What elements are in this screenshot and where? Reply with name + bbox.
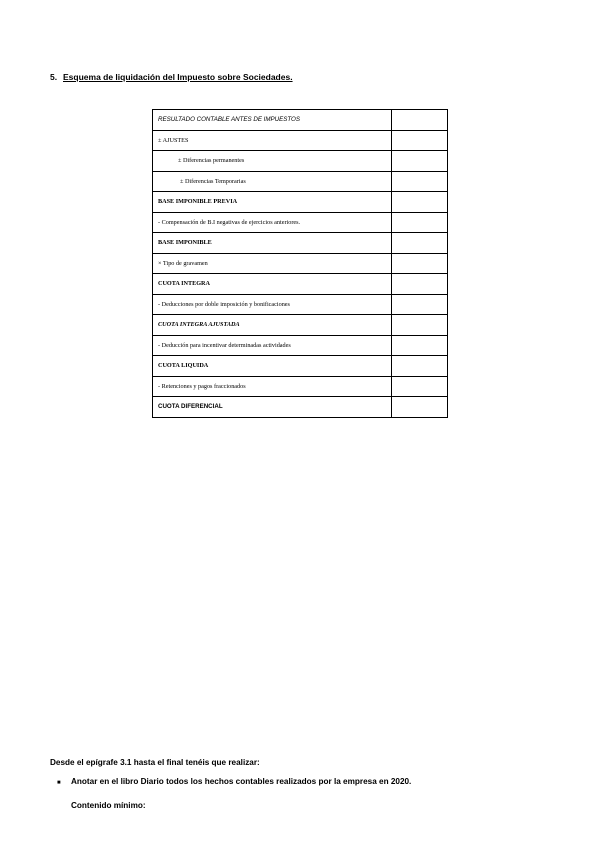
tax-liquidation-table [152, 109, 448, 418]
row-value-retenciones [392, 376, 448, 397]
table-row [153, 253, 448, 274]
row-value-base-imponible-previa [392, 192, 448, 213]
table-row [153, 397, 448, 418]
row-label-base-imponible: BASE IMPONIBLE [153, 233, 392, 254]
row-label-cuota-integra: CUOTA INTEGRA [153, 274, 392, 295]
table-row [153, 151, 448, 172]
row-label-ajustes: ± AJUSTES [153, 130, 392, 151]
row-value-deduccion-incentivar [392, 335, 448, 356]
bullet-text: Anotar en el libro Diario todos los hechos contables realizados por la empresa en 2020. [71, 777, 412, 786]
table-row [153, 192, 448, 213]
row-label-deducciones-doble-imposicion: - Deducciones por doble imposición y bonificaciones [153, 294, 392, 315]
row-value-cuota-integra-ajustada [392, 315, 448, 336]
row-value-cuota-integra [392, 274, 448, 295]
row-label-diferencias-permanentes: ± Diferencias permanentes [153, 151, 392, 172]
footer-heading: Desde el epígrafe 3.1 hasta el final tenéis que realizar: [50, 758, 260, 767]
contenido-minimo-heading: Contenido mínimo: [71, 801, 146, 810]
row-label-deduccion-incentivar: - Deducción para incentivar determinadas actividades [153, 335, 392, 356]
table-row [153, 335, 448, 356]
table-row [153, 130, 448, 151]
table-row [153, 233, 448, 254]
row-value-deducciones-doble-imposicion [392, 294, 448, 315]
row-value-compensacion [392, 212, 448, 233]
row-value-cuota-liquida [392, 356, 448, 377]
row-label-diferencias-temporarias: ± Diferencias Temporarias [153, 171, 392, 192]
row-value-diferencias-temporarias [392, 171, 448, 192]
row-label-tipo-gravamen: × Tipo de gravamen [153, 253, 392, 274]
row-value-cuota-diferencial [392, 397, 448, 418]
table-row [153, 171, 448, 192]
table-row [153, 110, 448, 131]
row-label-resultado-contable: RESULTADO CONTABLE ANTES DE IMPUESTOS [153, 110, 392, 131]
table-row [153, 356, 448, 377]
bullet-item [57, 777, 411, 786]
row-label-cuota-diferencial: CUOTA DIFERENCIAL [153, 397, 392, 418]
row-label-compensacion: - Compensación de B.I negativas de ejercicios anteriores. [153, 212, 392, 233]
row-label-retenciones: - Retenciones y pagos fraccionados [153, 376, 392, 397]
square-bullet-icon: ■ [57, 780, 61, 786]
row-label-cuota-integra-ajustada: CUOTA INTEGRA AJUSTADA [153, 315, 392, 336]
row-label-base-imponible-previa: BASE IMPONIBLE PREVIA [153, 192, 392, 213]
section-number: 5. [50, 72, 58, 82]
row-label-cuota-liquida: CUOTA LIQUIDA [153, 356, 392, 377]
table-row [153, 274, 448, 295]
row-value-tipo-gravamen [392, 253, 448, 274]
section-title-text: Esquema de liquidación del Impuesto sobre Sociedades. [63, 72, 293, 82]
table-row [153, 212, 448, 233]
table-row [153, 376, 448, 397]
table-row [153, 315, 448, 336]
section-title [50, 72, 293, 82]
row-value-diferencias-permanentes [392, 151, 448, 172]
table-row [153, 294, 448, 315]
row-value-base-imponible [392, 233, 448, 254]
row-value-resultado-contable [392, 110, 448, 131]
row-value-ajustes [392, 130, 448, 151]
